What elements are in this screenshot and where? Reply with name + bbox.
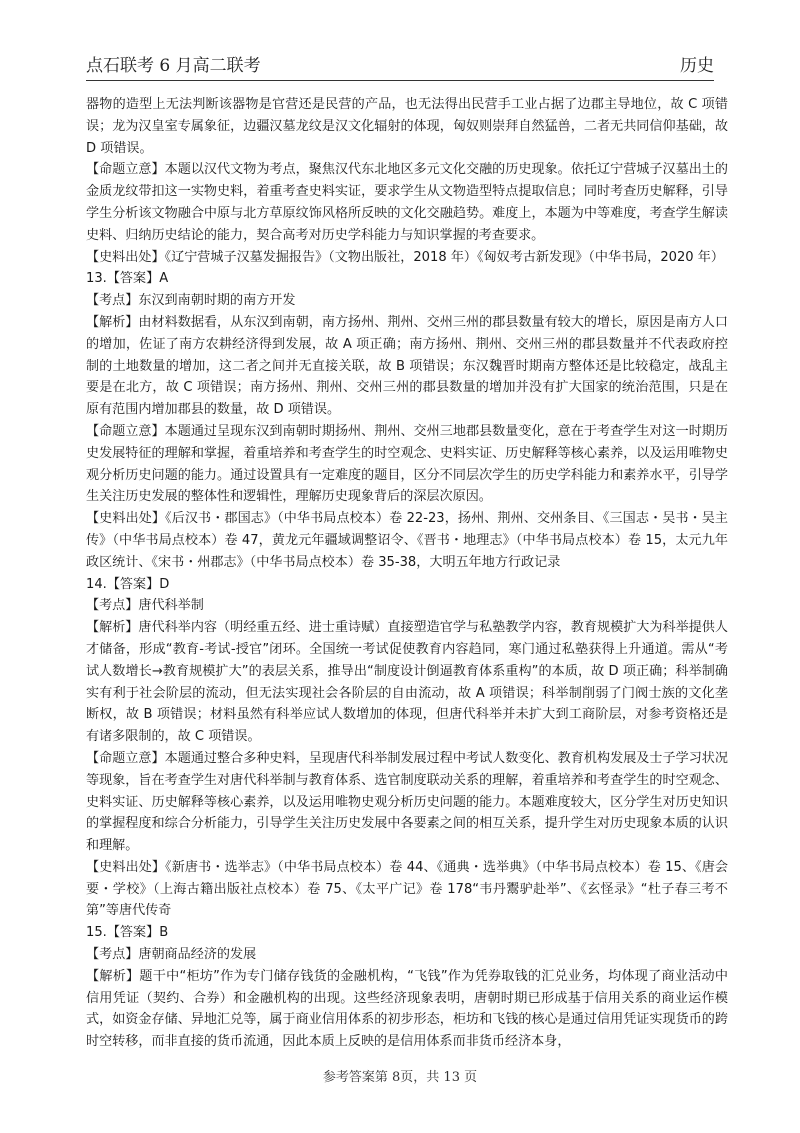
question-15-analysis: 【解析】题干中“柜坊”作为专门储存钱货的金融机构，“飞钱”作为凭券取钱的汇兑业务，均体现了商业活动中信用凭证（契约、合券）和金融机构的出现。这些经济现象表明，唐朝时期已形成基于信用关系的商业运作模式，如资金存储、异地汇兑等，属于商业信用体系的初步形态，柜坊和飞钱的核心是通过信用凭证实现货币的跨时空转移，而非直接的货币流通，因此本质上反映的是信用体系而非货币经济本身， — [86, 968, 728, 1050]
page-header — [86, 50, 714, 81]
question-14-intent: 【命题立意】本题通过整合多种史料，呈现唐代科举制发展过程中考试人数变化、教育机构发展及士子学习状况等现象，旨在考查学生对唐代科举制与教育体系、选官制度联动关系的理解，着重培养和考查学生的时空观念、史料实证、历史解释等核心素养，以及运用唯物史观分析历史问题的能力。本题难度较大，区分学生对历史知识的掌握程度和综合分析能力，引导学生关注历史发展中各要素之间的相互关系，提升学生对历史现象本质的认识和理解。 — [86, 750, 728, 854]
paragraph-12-intent: 【命题立意】本题以汉代文物为考点，聚焦汉代东北地区多元文化交融的历史现象。依托辽宁营城子汉墓出土的金质龙纹带扣这一实物史料，着重考查史料实证，要求学生从文物造型特点提取信息；同时考查历史解释，引导学生分析该文物融合中原与北方草原纹饰风格所反映的文化交融趋势。难度上，本题为中等难度，考查学生解读史料、归纳历史结论的能力，契合高考对历史学科能力与知识掌握的考查要求。 — [86, 162, 728, 243]
question-14-analysis: 【解析】唐代科举内容（明经重五经、进士重诗赋）直接塑造官学与私塾教学内容，教育规模扩大为科举提供人才储备，形成“教育-考试-授官”闭环。全国统一考试促使教育内容趋同，寒门通过私塾获得上升通道。需从“考试人数增长→教育规模扩大”的表层关系，推导出“制度设计倒逼教育体系重构”的本质，故 D 项正确；科举制确实有利于社会阶层的流动，但无法实现社会各阶层的自由流动，故 A 项错误；科举制削弱了门阀士族的文化垄断权，故 B 项错误；材料虽然有科举应试人数增加的体现，但唐代科举并未扩大到工商阶层，对参考资格还是有诸多限制的，故 C 项错误。 — [86, 620, 728, 745]
question-14-answer: 14.【答案】D — [86, 576, 170, 592]
question-14-source: 【史料出处】《新唐书・选举志》（中华书局点校本）卷 44、《通典・选举典》（中华书局点校本）卷 15、《唐会要・学校》（上海古籍出版社点校本）卷 75、《太平广记》卷 178“韦丹鬻驴赴举”、《玄怪录》“杜子春三考不第”等唐代传奇 — [86, 859, 728, 919]
question-15-answer: 15.【答案】B — [86, 925, 169, 941]
question-13-topic: 【考点】东汉到南朝时期的南方开发 — [86, 293, 296, 309]
paragraph-12-continued: 器物的造型上无法判断该器物是官营还是民营的产品，也无法得出民营手工业占据了边郡主导地位，故 C 项错误；龙为汉皇室专属象征，边疆汉墓龙纹是汉文化辐射的体现，匈奴则崇拜自然猛兽，二者无共同信仰基础，故 D 项错误。 — [86, 97, 728, 156]
answer-content — [86, 94, 728, 1053]
question-13-source: 【史料出处】《后汉书・郡国志》（中华书局点校本）卷 22-23，扬州、荆州、交州条目、《三国志・吴书・吴主传》（中华书局点校本）卷 47，黄龙元年疆域调整诏令、《晋书・地理志》（中华书局点校本）卷 15，太元九年政区统计、《宋书・州郡志》（中华书局点校本）卷 35-38，大明五年地方行政记录 — [86, 511, 728, 570]
question-13-answer: 13.【答案】A — [86, 271, 169, 287]
question-14-topic: 【考点】唐代科举制 — [86, 598, 204, 614]
question-15-topic: 【考点】唐朝商品经济的发展 — [86, 947, 257, 963]
exam-title: 点石联考 6 月高二联考 — [86, 56, 261, 76]
question-13-analysis: 【解析】由材料数据看，从东汉到南朝，南方扬州、荆州、交州三州的郡县数量有较大的增长，原因是南方人口的增加，佐证了南方农耕经济得到发展，故 A 项正确；南方扬州、荆州、交州三州的郡县数量并不代表政府控制的土地数量的增加，这二者之间并无直接关联，故 B 项错误；东汉魏晋时期南方整体还是比较稳定，战乱主要是在北方，故 C 项错误；南方扬州、荆州、交州三州的郡县数量的增加并没有扩大国家的统治范围，只是在原有范围内增加郡县的数量，故 D 项错误。 — [86, 314, 728, 418]
page-footer: 参考答案第 8页，共 13 页 — [322, 1070, 478, 1085]
question-13-intent: 【命题立意】本题通过呈现东汉到南朝时期扬州、荆州、交州三地郡县数量变化，意在于考查学生对这一时期历史发展特征的理解和掌握，着重培养和考查学生的时空观念、史料实证、历史解释等核心素养，以及运用唯物史观分析历史问题的能力。通过设置具有一定难度的题目，区分不同层次学生的历史学科能力和素养水平，引导学生关注历史发展的整体性和逻辑性，理解历史现象背后的深层次原因。 — [86, 423, 728, 505]
paragraph-12-source: 【史料出处】《辽宁营城子汉墓发掘报告》（文物出版社，2018 年）《匈奴考古新发现》（中华书局，2020 年） — [86, 249, 724, 265]
subject-label: 历史 — [680, 56, 714, 76]
